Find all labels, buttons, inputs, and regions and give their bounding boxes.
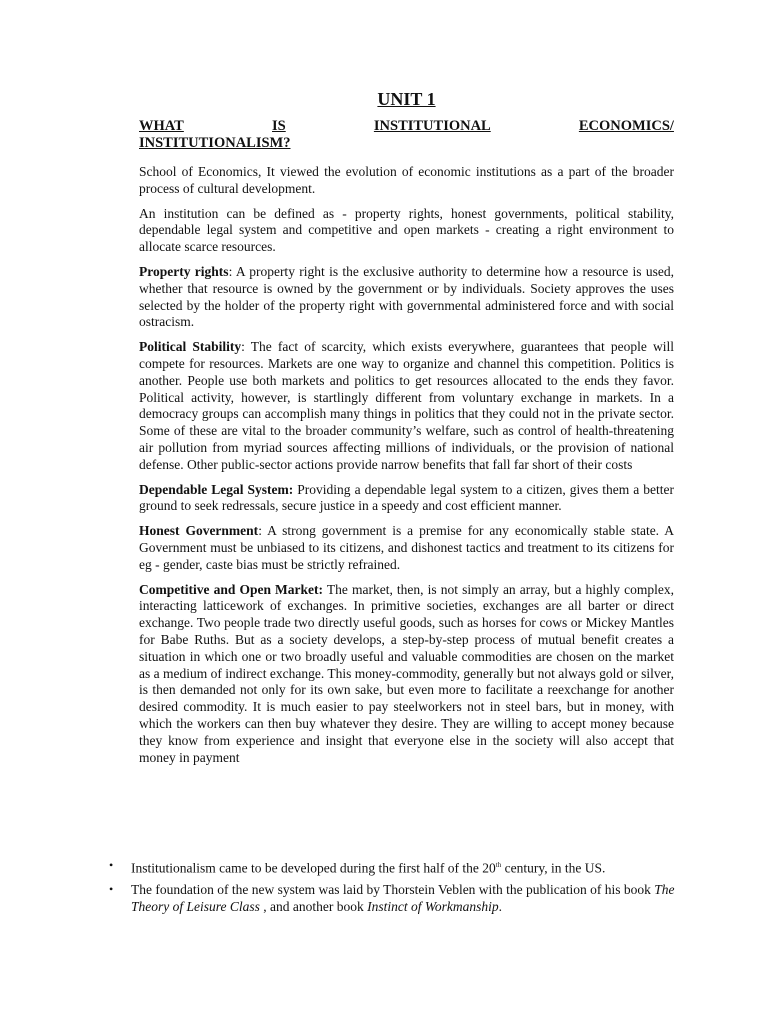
book-title: The Theory of Leisure Class bbox=[131, 881, 675, 914]
term-label: Dependable Legal System: bbox=[139, 481, 294, 497]
bullet-icon: • bbox=[109, 858, 114, 872]
bullet-text: century, in the US. bbox=[501, 860, 606, 876]
definition-paragraph: An institution can be defined as - property rights, honest governments, political stability, dependable legal system and competitive and open markets - creating a right environment to allocate scarce resources. bbox=[139, 205, 674, 255]
paragraph-text: Providing a dependable legal system to a citizen, gives them a better ground to seek redressals, secure justice in a speedy and cost efficient manner. bbox=[139, 481, 674, 514]
term-label: Honest Government bbox=[139, 523, 259, 539]
bullet-text: Institutionalism came to be developed during the first half of the 20 bbox=[131, 860, 496, 876]
heading-line-2: INSTITUTIONALISM? bbox=[139, 135, 291, 151]
honest-government-paragraph bbox=[139, 523, 674, 573]
property-rights-paragraph bbox=[139, 264, 674, 331]
paragraph-text: : A strong government is a premise for any economically stable state. A Government must be unbiased to its citizens, and dishonest tactics and treatment to its citizens for eg - gender, caste bias must be strictly refrained. bbox=[139, 523, 674, 572]
unit-title: UNIT 1 bbox=[377, 89, 436, 109]
heading-word: IS bbox=[272, 118, 286, 134]
bullet-icon: • bbox=[109, 881, 114, 896]
bullet-list bbox=[109, 857, 675, 919]
open-market-paragraph bbox=[139, 582, 674, 767]
heading-word: WHAT bbox=[139, 118, 184, 134]
term-label: Property rights bbox=[139, 263, 229, 279]
paragraph-text: : A property right is the exclusive authority to determine how a resource is used, whether that resource is owned by the government or by individuals. Society approves the uses selected by the holder of the property right with governmental administered force and with social ostracism. bbox=[139, 263, 675, 330]
heading-line-1 bbox=[139, 118, 674, 135]
list-item bbox=[109, 881, 675, 915]
heading-word: ECONOMICS/ bbox=[578, 118, 674, 134]
bullet-text: The foundation of the new system was laid by Thorstein Veblen with the publication of his book bbox=[131, 881, 655, 897]
list-item bbox=[109, 857, 675, 877]
main-heading bbox=[139, 118, 674, 152]
paragraph-text: : The fact of scarcity, which exists everywhere, guarantees that people will compete for resources. Markets are one way to organize and channel this competition. Politics is another. People use both markets and politics to get resources allocated to the ends they favor. Political activity, however, is startlingly different from voluntary exchange in markets. In a democracy groups can accomplish many things in politics that they could not in the private sector. Some of these are vital to the broader community’s welfare, such as control of health-threatening air pollution from myriad sources affecting millions of individuals, or the provision of national defense. Other public-sector actions provide narrow benefits that fall far short of their costs bbox=[139, 339, 674, 472]
superscript: th bbox=[495, 861, 502, 869]
paragraph-text: The market, then, is not simply an array, but a highly complex, interacting latticework of exchanges. In primitive societies, exchanges are all barter or direct exchange. Two people trade two directly useful goods, such as horses for cows or Mickey Mantles for Babe Ruths. But as a society develops, a step-by-step process of mutual benefit creates a situation in which one or two broadly useful and valuable commodities are chosen on the market as a medium of indirect exchange. This money-commodity, generally but not always gold or silver, is then demanded not only for its own sake, but even more to facilitate a reexchange for another desired commodity. It is much easier to pay steelworkers not in steel bars, but in money, with which the workers can then buy whatever they desire. They are willing to accept money because they know from experience and insight that everyone else in the society will also accept that money in payment bbox=[139, 581, 674, 765]
political-stability-paragraph bbox=[139, 339, 674, 473]
intro-paragraph: School of Economics, It viewed the evolution of economic institutions as a part of the broader process of cultural development. bbox=[139, 164, 674, 196]
bullet-text: . bbox=[498, 898, 502, 914]
bullet-text: , and another book bbox=[259, 898, 368, 914]
term-label: Competitive and Open Market: bbox=[139, 581, 324, 597]
heading-word: INSTITUTIONAL bbox=[373, 118, 491, 134]
book-title: Instinct of Workmanship bbox=[367, 898, 499, 914]
legal-system-paragraph bbox=[139, 482, 674, 516]
term-label: Political Stability bbox=[139, 339, 242, 355]
document-page bbox=[139, 88, 674, 774]
